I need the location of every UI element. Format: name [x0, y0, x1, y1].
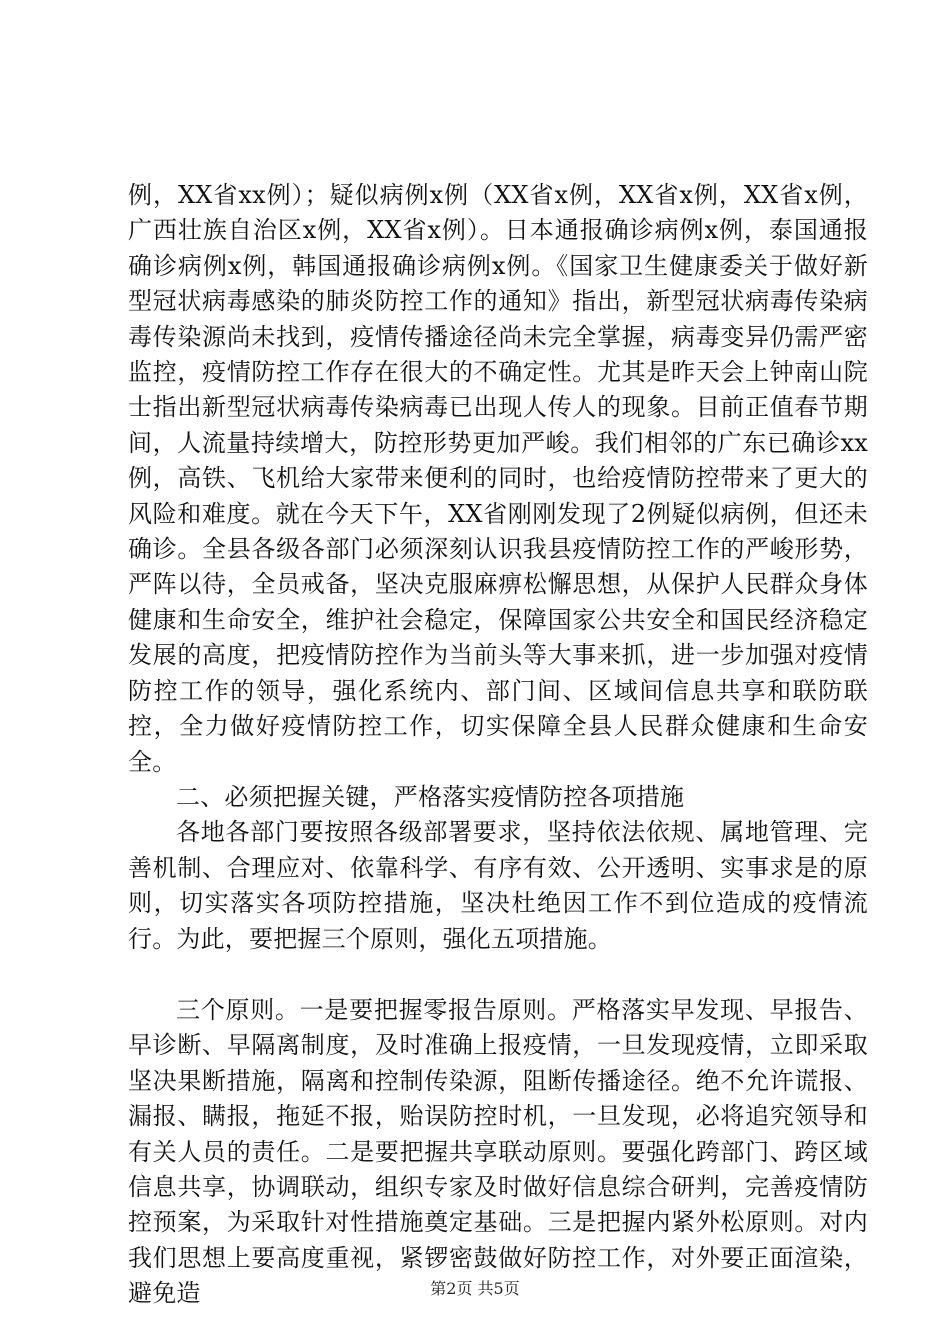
document-body [128, 178, 868, 1312]
paragraph-epidemic-situation: 例，XX省xx例）；疑似病例x例（XX省x例，XX省x例，XX省x例，广西壮族自治区x例，XX省x例）。日本通报确诊病例x例，泰国通报确诊病例x例，韩国通报确诊病例x例。《国家卫生健康委关于做好新型冠状病毒感染的肺炎防控工作的通知》指出，新型冠状病毒传染病毒传染源尚未找到，疫情传播途径尚未完全掌握，病毒变异仍需严密监控，疫情防控工作存在很大的不确定性。尤其是昨天会上钟南山院士指出新型冠状病毒传染病毒已出现人传人的现象。目前正值春节期间，人流量持续增大，防控形势更加严峻。我们相邻的广东已确诊xx例，高铁、飞机给大家带来便利的同时，也给疫情防控带来了更大的风险和难度。就在今天下午，XX省刚刚发现了2例疑似病例，但还未确诊。全县各级各部门必须深刻认识我县疫情防控工作的严峻形势，严阵以待，全员戒备，坚决克服麻痹松懈思想，从保护人民群众身体健康和生命安全，维护社会稳定，保障国家公共安全和国民经济稳定发展的高度，把疫情防控作为当前头等大事来抓，进一步加强对疫情防控工作的领导，强化系统内、部门间、区域间信息共享和联防联控，全力做好疫情防控工作，切实保障全县人民群众健康和生命安全。 [128, 181, 868, 776]
paragraph-departments-requirements: 各地各部门要按照各级部署要求，坚持依法依规、属地管理、完善机制、合理应对、依靠科学、有序有效、公开透明、实事求是的原则，切实落实各项防控措施，坚决杜绝因工作不到位造成的疫情流行。为此，要把握三个原则，强化五项措施。 [128, 818, 868, 953]
page-number-footer: 第2页 共5页 [430, 1279, 520, 1298]
section-heading-key-measures: 二、必须把握关键，严格落实疫情防控各项措施 [176, 782, 685, 811]
paragraph-three-principles: 三个原则。一是要把握零报告原则。严格落实早发现、早报告、早诊断、早隔离制度，及时准确上报疫情，一旦发现疫情，立即采取坚决果断措施，隔离和控制传染源，阻断传播途径。绝不允许谎报、漏报、瞒报，拖延不报，贻误防控时机，一旦发现，必将追究领导和有关人员的责任。二是要把握共享联动原则。要强化跨部门、跨区域信息共享，协调联动，组织专家及时做好信息综合研判，完善疫情防控预案，为采取针对性措施奠定基础。三是把握内紧外松原则。对内我们思想上要高度重视，紧锣密鼓做好防控工作，对外要正面渲染，避免造 [128, 995, 868, 1308]
